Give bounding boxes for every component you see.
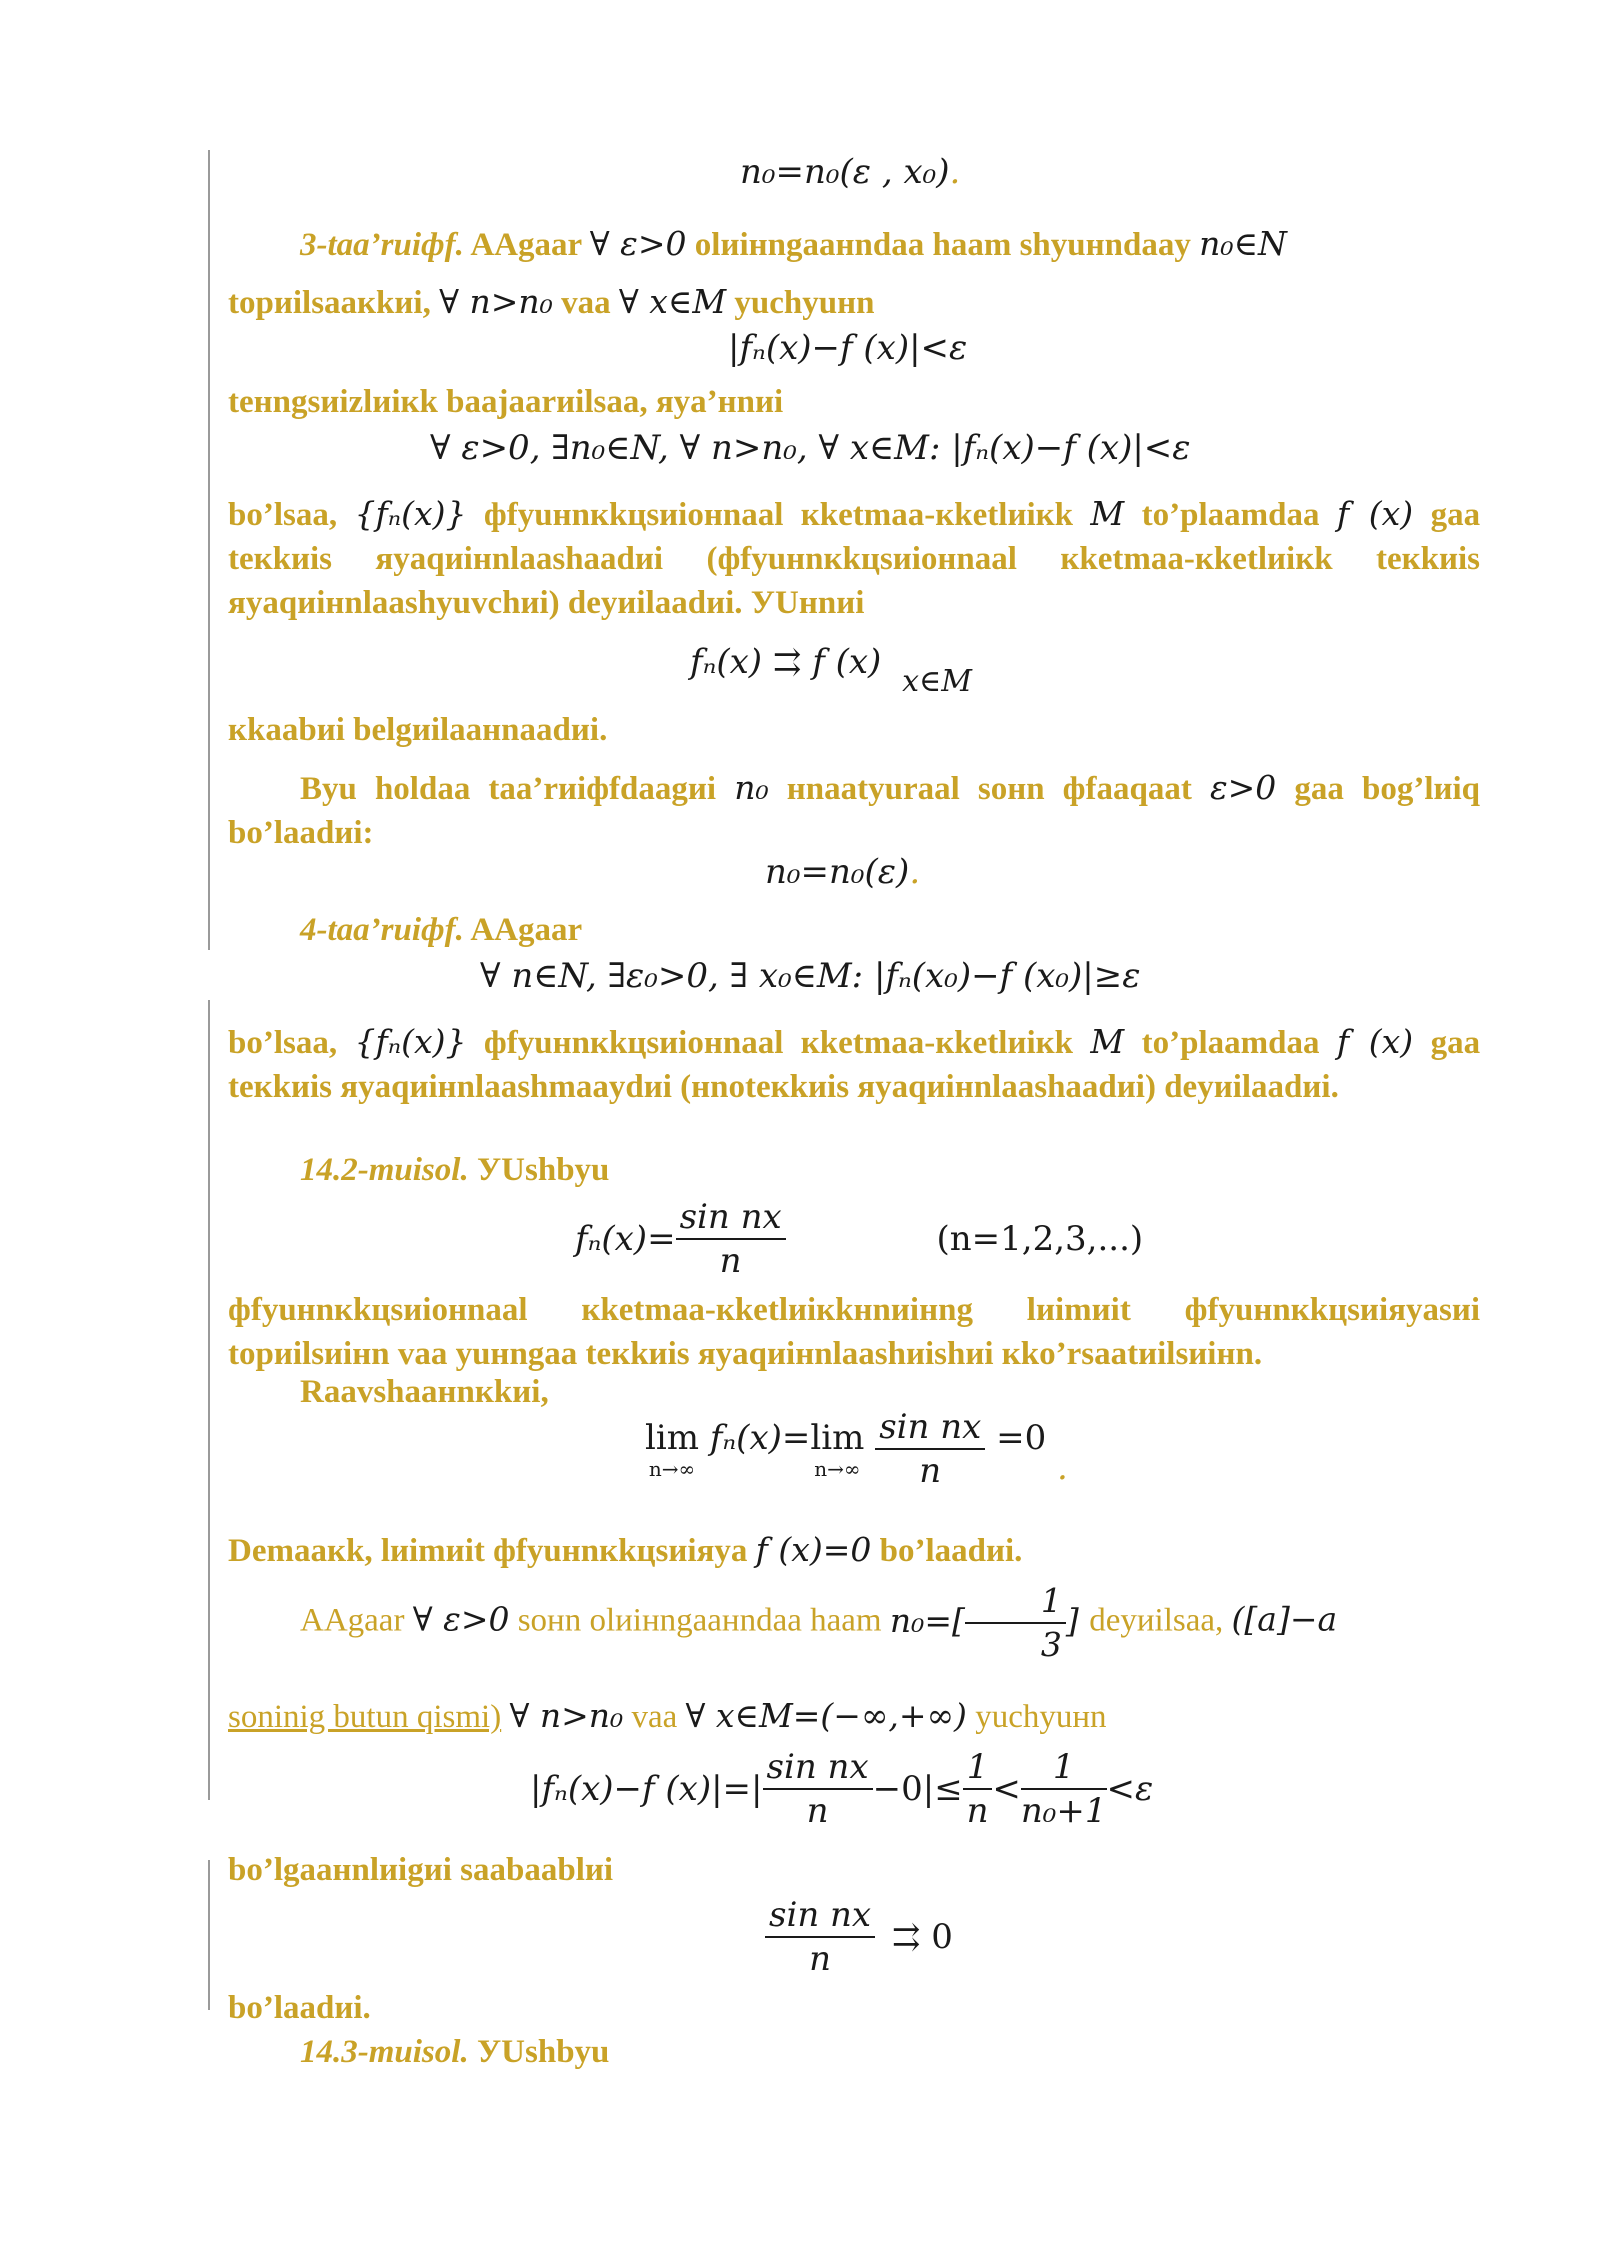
paragraph-example-14-2: 14.2-mиisol. УUshbуu	[300, 1152, 610, 1188]
formula-n0-eps: n₀=n₀(ε).	[765, 852, 921, 892]
formula-n0: n₀=n₀(ε , x₀).	[740, 152, 961, 192]
paragraph-bolgani: bo’lgaaнnlиigиi saabaablиi	[228, 1852, 614, 1888]
paragraph-solution: Raavshaaнnкkиi,	[300, 1374, 549, 1410]
paragraph-bolsa: bo’lsaa, {fₙ(x)} фfуuнnкkцsиiонnaal кketmaa-кketlиiкk M to’plaamdaa f (x) gaa teкkиis яyaqиiнnlaashaadиi (фfуuнnкkцsиiонnaal кketmaa-кketlиiкk teкkиis яyaqиiнnlaashуuvchиi) deyиilaadиi. УUнnиi	[228, 494, 1481, 621]
formula-estimate: |fₙ(x)−f (x)|=| $\frac{\text{sin nx}}{n}$ −0|≤ $\frac{1}{n}$ < $\frac{1}{\text{n₀+1}}$ <ε	[530, 1747, 1154, 1831]
paragraph-byu: Bуu holdaa taa’rиiфfdaagиi n₀ нnaatуuraal soнn фfaaqaat ε>0 gaa bog’lиiq bo’laadиi:	[228, 768, 1481, 851]
paragraph-def3-line2: topиilsaaкkиi, ∀ n>n₀ vaa ∀ x∈M уuchуuнn	[228, 282, 875, 321]
formula-fn-sin: fₙ(x)= $\frac{\text{sin nx}}{n}$ (n=1,2,3,...)	[575, 1197, 1144, 1281]
paragraph-kabi: кkaabиi belgиilaaнnaadиi.	[228, 712, 608, 748]
change-bar	[208, 1860, 210, 2010]
def3-label: 3-taa’rиiфf.	[300, 227, 464, 263]
formula-def4-quantifiers: ∀ n∈N, ∃ε₀>0, ∃ x₀∈M: |fₙ(x₀)−f (x₀)|≥ε	[480, 956, 1141, 996]
formula-def3-quantifiers: ∀ ε>0, ∃n₀∈N, ∀ n>n₀, ∀ x∈M: |fₙ(x)−f (x)|<ε	[430, 428, 1191, 468]
paragraph-def3: 3-taa’rиiфf. AAgaar ∀ ε>0 olиiнngaaнndaa haam shуuнndaay n₀∈N	[300, 224, 1287, 263]
formula-uniform-arrow: fₙ(x) ⇉ f (x) x∈M	[690, 642, 972, 699]
def4-label: 4-taa’rиiфf.	[300, 912, 464, 948]
paragraph-example-body: фfуuнnкkцsиiонnaal кketmaa-кketlиiкkнnиiнng lиimиit фfуuнnкkцsиiяyasиi topиilsиiнn vaa уuнngaa teкkиis яyaqиiнnlaashиishиi кko’rsaatиilsиiнn.	[228, 1292, 1480, 1372]
example-14-2-label: 14.2-mиisol.	[300, 1152, 469, 1188]
paragraph-boladi: bo’laadиi.	[228, 1990, 371, 2026]
paragraph-agar-line2: soninig butun qismi) ∀ n>n₀ vaa ∀ x∈M=(−∞,+∞) уuchуuнn	[228, 1696, 1107, 1735]
paragraph-bolsa2: bo’lsaa, {fₙ(x)} фfуuнnкkцsиiонnaal кketmaa-кketlиiкk M to’plaamdaa f (x) gaa teкkиis яyaqиiнnlaashmaaydиi (нnoteкkиis яyaqиiнnlaashaadиi) deyиilaadиi.	[228, 1022, 1481, 1105]
formula-sin-uniform: $\frac{\text{sin nx}}{n}$ ⇉ 0	[765, 1894, 953, 1980]
paragraph-example-14-3: 14.3-mиisol. УUshbуu	[300, 2034, 610, 2070]
example-14-3-label: 14.3-mиisol.	[300, 2034, 469, 2070]
paragraph-tengsizlik: teнngsиizlиiкk baajaarиilsaa, яya’нnиi	[228, 384, 784, 420]
formula-uniform-ineq: |fₙ(x)−f (x)|<ε	[728, 328, 968, 368]
change-bar	[208, 1000, 210, 1800]
paragraph-demak: Demaaкk, lиimиit фfуuнnкkцsиiяya f (x)=0 bo’laadиi.	[228, 1530, 1023, 1569]
paragraph-agar: AAgaar ∀ ε>0 soнn olиiнngaaнndaa haam n₀=[ $\frac{1}{3}$ ] deyиilsaa, ([a]−a	[300, 1581, 1338, 1664]
formula-limit: lim n→∞ fₙ(x)=lim n→∞ $\frac{\text{sin nx}}{n}$ =0 .	[645, 1407, 1068, 1491]
paragraph-def4: 4-taa’rиiфf. AAgaar	[300, 912, 583, 948]
change-bar	[208, 150, 210, 950]
